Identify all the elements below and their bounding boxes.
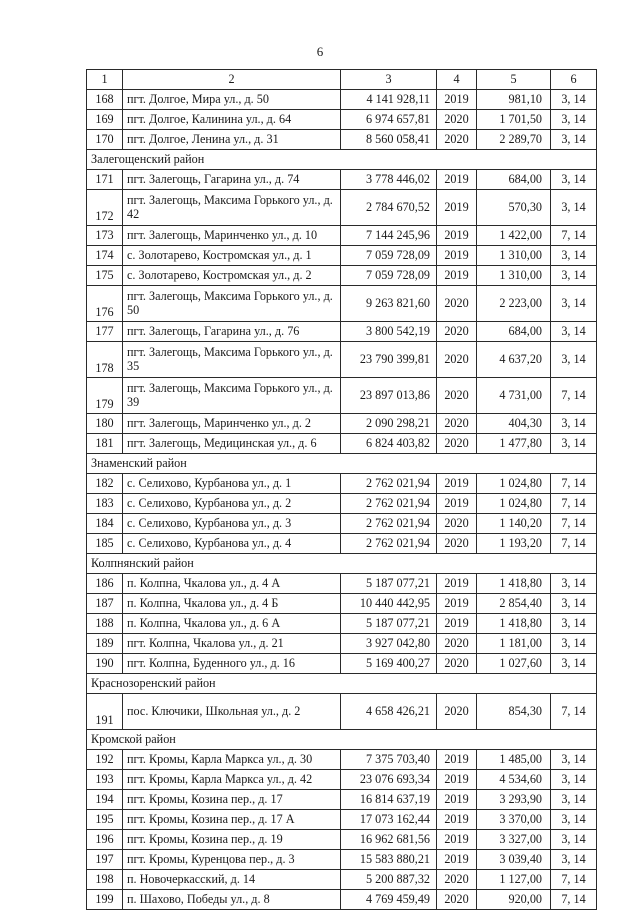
cost-cell: 5 200 887,32 — [341, 870, 437, 890]
area-cell: 3 039,40 — [477, 850, 551, 870]
area-cell: 1 027,60 — [477, 654, 551, 674]
table-row — [87, 266, 597, 286]
works-cell: 3, 14 — [551, 90, 597, 110]
area-cell: 1 477,80 — [477, 434, 551, 454]
cost-cell: 7 059 728,09 — [341, 266, 437, 286]
row-number: 180 — [87, 414, 123, 434]
area-cell: 1 140,20 — [477, 514, 551, 534]
cost-cell: 3 800 542,19 — [341, 322, 437, 342]
address-cell: пгт. Залегощь, Маринченко ул., д. 10 — [123, 226, 341, 246]
table-row — [87, 770, 597, 790]
works-cell: 3, 14 — [551, 110, 597, 130]
cost-cell: 7 144 245,96 — [341, 226, 437, 246]
cost-cell: 4 769 459,49 — [341, 890, 437, 910]
cost-cell: 5 187 077,21 — [341, 574, 437, 594]
cost-cell: 3 927 042,80 — [341, 634, 437, 654]
year-cell: 2019 — [437, 246, 477, 266]
table-row — [87, 170, 597, 190]
area-cell: 1 127,00 — [477, 870, 551, 890]
address-cell: пгт. Залегощь, Максима Горького ул., д. 39 — [123, 378, 341, 414]
page-number: 6 — [316, 44, 324, 59]
address-cell: пос. Ключики, Школьная ул., д. 2 — [123, 694, 341, 730]
table-row — [87, 890, 597, 910]
works-cell: 3, 14 — [551, 850, 597, 870]
address-cell: пгт. Кромы, Карла Маркса ул., д. 30 — [123, 750, 341, 770]
row-number: 182 — [87, 474, 123, 494]
cost-cell: 23 897 013,86 — [341, 378, 437, 414]
address-cell: пгт. Залегощь, Маринченко ул., д. 2 — [123, 414, 341, 434]
cost-cell: 6 824 403,82 — [341, 434, 437, 454]
row-number: 192 — [87, 750, 123, 770]
year-cell: 2020 — [437, 890, 477, 910]
row-number: 186 — [87, 574, 123, 594]
year-cell: 2019 — [437, 614, 477, 634]
address-cell: с. Золотарево, Костромская ул., д. 1 — [123, 246, 341, 266]
cost-cell: 3 778 446,02 — [341, 170, 437, 190]
year-cell: 2020 — [437, 634, 477, 654]
column-header: 1 — [87, 70, 123, 90]
area-cell: 1 701,50 — [477, 110, 551, 130]
row-number: 185 — [87, 534, 123, 554]
row-number: 168 — [87, 90, 123, 110]
address-cell: пгт. Залегощь, Максима Горького ул., д. 42 — [123, 190, 341, 226]
address-cell: пгт. Кромы, Куренцова пер., д. 3 — [123, 850, 341, 870]
table-row — [87, 534, 597, 554]
row-number: 183 — [87, 494, 123, 514]
address-cell: пгт. Залегощь, Максима Горького ул., д. 35 — [123, 342, 341, 378]
works-cell: 7, 14 — [551, 890, 597, 910]
row-number: 181 — [87, 434, 123, 454]
works-cell: 3, 14 — [551, 654, 597, 674]
area-cell: 684,00 — [477, 170, 551, 190]
row-number: 187 — [87, 594, 123, 614]
row-number: 179 — [87, 378, 123, 414]
works-cell: 3, 14 — [551, 130, 597, 150]
year-cell: 2020 — [437, 654, 477, 674]
address-cell: пгт. Колпна, Чкалова ул., д. 21 — [123, 634, 341, 654]
year-cell: 2019 — [437, 190, 477, 226]
address-cell: п. Новочеркасский, д. 14 — [123, 870, 341, 890]
table-row — [87, 694, 597, 730]
district-label: Кромской район — [87, 730, 597, 750]
cost-cell: 2 762 021,94 — [341, 494, 437, 514]
year-cell: 2020 — [437, 378, 477, 414]
row-number: 191 — [87, 694, 123, 730]
works-cell: 3, 14 — [551, 322, 597, 342]
address-cell: пгт. Залегощь, Максима Горького ул., д. 50 — [123, 286, 341, 322]
address-cell: с. Селихово, Курбанова ул., д. 2 — [123, 494, 341, 514]
year-cell: 2019 — [437, 226, 477, 246]
cost-cell: 15 583 880,21 — [341, 850, 437, 870]
column-header: 3 — [341, 70, 437, 90]
district-row — [87, 150, 597, 170]
row-number: 171 — [87, 170, 123, 190]
works-cell: 7, 14 — [551, 474, 597, 494]
table-row — [87, 634, 597, 654]
address-cell: с. Селихово, Курбанова ул., д. 4 — [123, 534, 341, 554]
table-row — [87, 130, 597, 150]
address-cell: пгт. Залегощь, Медицинская ул., д. 6 — [123, 434, 341, 454]
cost-cell: 16 814 637,19 — [341, 790, 437, 810]
year-cell: 2020 — [437, 514, 477, 534]
row-number: 194 — [87, 790, 123, 810]
year-cell: 2019 — [437, 266, 477, 286]
cost-cell: 2 762 021,94 — [341, 474, 437, 494]
table-row — [87, 614, 597, 634]
area-cell: 3 293,90 — [477, 790, 551, 810]
table-row — [87, 810, 597, 830]
cost-cell: 7 375 703,40 — [341, 750, 437, 770]
year-cell: 2020 — [437, 434, 477, 454]
table-body — [87, 70, 597, 910]
works-cell: 3, 14 — [551, 750, 597, 770]
area-cell: 1 310,00 — [477, 246, 551, 266]
row-number: 195 — [87, 810, 123, 830]
year-cell: 2019 — [437, 830, 477, 850]
works-cell: 7, 14 — [551, 226, 597, 246]
cost-cell: 5 169 400,27 — [341, 654, 437, 674]
works-cell: 3, 14 — [551, 434, 597, 454]
year-cell: 2020 — [437, 110, 477, 130]
table-row — [87, 750, 597, 770]
table-header-row — [87, 70, 597, 90]
column-header: 5 — [477, 70, 551, 90]
cost-cell: 4 141 928,11 — [341, 90, 437, 110]
row-number: 199 — [87, 890, 123, 910]
year-cell: 2020 — [437, 322, 477, 342]
table-row — [87, 226, 597, 246]
table-row — [87, 514, 597, 534]
table-row — [87, 414, 597, 434]
address-cell: пгт. Кромы, Козина пер., д. 19 — [123, 830, 341, 850]
year-cell: 2020 — [437, 694, 477, 730]
works-cell: 3, 14 — [551, 190, 597, 226]
works-cell: 3, 14 — [551, 810, 597, 830]
district-label: Залегощенский район — [87, 150, 597, 170]
column-header: 6 — [551, 70, 597, 90]
address-cell: пгт. Долгое, Мира ул., д. 50 — [123, 90, 341, 110]
cost-cell: 17 073 162,44 — [341, 810, 437, 830]
table-row — [87, 434, 597, 454]
row-number: 174 — [87, 246, 123, 266]
cost-cell: 9 263 821,60 — [341, 286, 437, 322]
area-cell: 4 637,20 — [477, 342, 551, 378]
row-number: 190 — [87, 654, 123, 674]
cost-cell: 6 974 657,81 — [341, 110, 437, 130]
address-cell: п. Шахово, Победы ул., д. 8 — [123, 890, 341, 910]
year-cell: 2019 — [437, 770, 477, 790]
area-cell: 2 223,00 — [477, 286, 551, 322]
cost-cell: 2 762 021,94 — [341, 514, 437, 534]
district-label: Колпнянский район — [87, 554, 597, 574]
cost-cell: 23 076 693,34 — [341, 770, 437, 790]
year-cell: 2019 — [437, 494, 477, 514]
area-cell: 1 418,80 — [477, 574, 551, 594]
district-row — [87, 454, 597, 474]
table-row — [87, 378, 597, 414]
area-cell: 3 370,00 — [477, 810, 551, 830]
address-cell: пгт. Долгое, Ленина ул., д. 31 — [123, 130, 341, 150]
year-cell: 2019 — [437, 90, 477, 110]
table-row — [87, 322, 597, 342]
area-cell: 570,30 — [477, 190, 551, 226]
table-row — [87, 494, 597, 514]
row-number: 197 — [87, 850, 123, 870]
address-cell: п. Колпна, Чкалова ул., д. 6 А — [123, 614, 341, 634]
row-number: 189 — [87, 634, 123, 654]
year-cell: 2020 — [437, 286, 477, 322]
table-row — [87, 574, 597, 594]
area-cell: 1 193,20 — [477, 534, 551, 554]
table-row — [87, 190, 597, 226]
address-cell: пгт. Долгое, Калинина ул., д. 64 — [123, 110, 341, 130]
cost-cell: 2 784 670,52 — [341, 190, 437, 226]
area-cell: 1 024,80 — [477, 494, 551, 514]
works-cell: 3, 14 — [551, 286, 597, 322]
address-cell: пгт. Залегощь, Гагарина ул., д. 74 — [123, 170, 341, 190]
cost-cell: 4 658 426,21 — [341, 694, 437, 730]
row-number: 175 — [87, 266, 123, 286]
row-number: 184 — [87, 514, 123, 534]
works-cell: 3, 14 — [551, 830, 597, 850]
area-cell: 4 731,00 — [477, 378, 551, 414]
district-label: Краснозоренский район — [87, 674, 597, 694]
table-row — [87, 110, 597, 130]
works-cell: 3, 14 — [551, 170, 597, 190]
works-cell: 7, 14 — [551, 494, 597, 514]
year-cell: 2019 — [437, 170, 477, 190]
year-cell: 2019 — [437, 790, 477, 810]
area-cell: 1 418,80 — [477, 614, 551, 634]
works-cell: 3, 14 — [551, 634, 597, 654]
area-cell: 1 485,00 — [477, 750, 551, 770]
works-cell: 7, 14 — [551, 514, 597, 534]
table-row — [87, 850, 597, 870]
area-cell: 1 181,00 — [477, 634, 551, 654]
table-row — [87, 246, 597, 266]
district-row — [87, 554, 597, 574]
cost-cell: 10 440 442,95 — [341, 594, 437, 614]
address-cell: п. Колпна, Чкалова ул., д. 4 А — [123, 574, 341, 594]
cost-cell: 2 762 021,94 — [341, 534, 437, 554]
district-label: Знаменский район — [87, 454, 597, 474]
works-cell: 7, 14 — [551, 534, 597, 554]
cost-cell: 5 187 077,21 — [341, 614, 437, 634]
area-cell: 2 854,40 — [477, 594, 551, 614]
address-cell: пгт. Кромы, Козина пер., д. 17 А — [123, 810, 341, 830]
row-number: 196 — [87, 830, 123, 850]
works-cell: 3, 14 — [551, 790, 597, 810]
year-cell: 2019 — [437, 750, 477, 770]
address-cell: пгт. Колпна, Буденного ул., д. 16 — [123, 654, 341, 674]
works-cell: 3, 14 — [551, 266, 597, 286]
area-cell: 2 289,70 — [477, 130, 551, 150]
area-cell: 981,10 — [477, 90, 551, 110]
address-cell: пгт. Залегощь, Гагарина ул., д. 76 — [123, 322, 341, 342]
row-number: 170 — [87, 130, 123, 150]
cost-cell: 2 090 298,21 — [341, 414, 437, 434]
works-cell: 3, 14 — [551, 614, 597, 634]
row-number: 178 — [87, 342, 123, 378]
table-row — [87, 594, 597, 614]
table-row — [87, 790, 597, 810]
housing-table — [86, 69, 597, 910]
row-number: 177 — [87, 322, 123, 342]
works-cell: 3, 14 — [551, 594, 597, 614]
row-number: 193 — [87, 770, 123, 790]
area-cell: 1 422,00 — [477, 226, 551, 246]
year-cell: 2020 — [437, 342, 477, 378]
area-cell: 1 310,00 — [477, 266, 551, 286]
area-cell: 920,00 — [477, 890, 551, 910]
column-header: 4 — [437, 70, 477, 90]
table-row — [87, 870, 597, 890]
year-cell: 2019 — [437, 474, 477, 494]
works-cell: 7, 14 — [551, 378, 597, 414]
cost-cell: 23 790 399,81 — [341, 342, 437, 378]
cost-cell: 8 560 058,41 — [341, 130, 437, 150]
area-cell: 3 327,00 — [477, 830, 551, 850]
row-number: 198 — [87, 870, 123, 890]
cost-cell: 7 059 728,09 — [341, 246, 437, 266]
address-cell: п. Колпна, Чкалова ул., д. 4 Б — [123, 594, 341, 614]
address-cell: с. Селихово, Курбанова ул., д. 3 — [123, 514, 341, 534]
area-cell: 684,00 — [477, 322, 551, 342]
row-number: 172 — [87, 190, 123, 226]
area-cell: 4 534,60 — [477, 770, 551, 790]
year-cell: 2019 — [437, 810, 477, 830]
works-cell: 3, 14 — [551, 246, 597, 266]
works-cell: 3, 14 — [551, 414, 597, 434]
year-cell: 2019 — [437, 594, 477, 614]
works-cell: 7, 14 — [551, 694, 597, 730]
district-row — [87, 730, 597, 750]
area-cell: 854,30 — [477, 694, 551, 730]
works-cell: 7, 14 — [551, 870, 597, 890]
row-number: 176 — [87, 286, 123, 322]
table-row — [87, 90, 597, 110]
row-number: 169 — [87, 110, 123, 130]
table-row — [87, 654, 597, 674]
district-row — [87, 674, 597, 694]
address-cell: пгт. Кромы, Карла Маркса ул., д. 42 — [123, 770, 341, 790]
row-number: 188 — [87, 614, 123, 634]
year-cell: 2020 — [437, 414, 477, 434]
year-cell: 2020 — [437, 870, 477, 890]
table-row — [87, 830, 597, 850]
year-cell: 2019 — [437, 850, 477, 870]
address-cell: пгт. Кромы, Козина пер., д. 17 — [123, 790, 341, 810]
row-number: 173 — [87, 226, 123, 246]
works-cell: 3, 14 — [551, 770, 597, 790]
address-cell: с. Селихово, Курбанова ул., д. 1 — [123, 474, 341, 494]
table-row — [87, 474, 597, 494]
works-cell: 3, 14 — [551, 574, 597, 594]
table-row — [87, 342, 597, 378]
cost-cell: 16 962 681,56 — [341, 830, 437, 850]
works-cell: 3, 14 — [551, 342, 597, 378]
address-cell: с. Золотарево, Костромская ул., д. 2 — [123, 266, 341, 286]
year-cell: 2019 — [437, 574, 477, 594]
year-cell: 2020 — [437, 130, 477, 150]
column-header: 2 — [123, 70, 341, 90]
area-cell: 404,30 — [477, 414, 551, 434]
table-row — [87, 286, 597, 322]
year-cell: 2020 — [437, 534, 477, 554]
area-cell: 1 024,80 — [477, 474, 551, 494]
